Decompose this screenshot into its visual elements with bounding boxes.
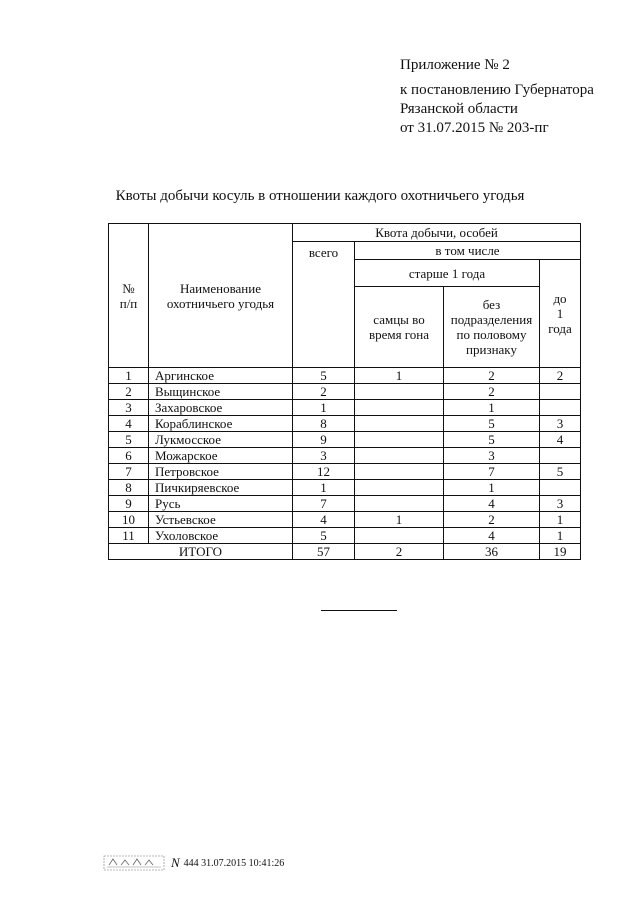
cell-males — [355, 384, 444, 400]
cell-total: 5 — [293, 528, 355, 544]
cell-total: 2 — [293, 384, 355, 400]
appendix-decree: к постановлению Губернатора — [400, 82, 594, 98]
header-older: старше 1 года — [355, 260, 540, 287]
cell-under: 5 — [540, 464, 581, 480]
table-row — [109, 448, 581, 464]
table-row — [109, 528, 581, 544]
cell-total: 12 — [293, 464, 355, 480]
cell-nosex: 4 — [444, 528, 540, 544]
appendix-region: Рязанской области — [400, 101, 518, 117]
cell-num: 5 — [109, 432, 149, 448]
cell-males: 1 — [355, 368, 444, 384]
cell-total: 4 — [293, 512, 355, 528]
registry-stamp-icon — [103, 855, 165, 871]
document-title: Квоты добычи косуль в отношении каждого охотничьего угодья — [115, 188, 525, 204]
table-row — [109, 512, 581, 528]
cell-num: 4 — [109, 416, 149, 432]
cell-males — [355, 496, 444, 512]
footer-mark: N — [171, 855, 180, 870]
cell-under — [540, 480, 581, 496]
total-nosex: 36 — [444, 544, 540, 560]
appendix-date: от 31.07.2015 № 203-пг — [400, 120, 549, 136]
cell-nosex: 1 — [444, 400, 540, 416]
cell-num: 7 — [109, 464, 149, 480]
cell-males — [355, 464, 444, 480]
table-row — [109, 464, 581, 480]
cell-name: Пичкиряевское — [149, 480, 293, 496]
total-label: ИТОГО — [109, 544, 293, 560]
cell-num: 3 — [109, 400, 149, 416]
cell-num: 1 — [109, 368, 149, 384]
cell-nosex: 1 — [444, 480, 540, 496]
table-row — [109, 384, 581, 400]
cell-num: 11 — [109, 528, 149, 544]
cell-under: 3 — [540, 416, 581, 432]
header-nosex: без подразделения по половому признаку — [444, 287, 540, 368]
header-males: самцы во время гона — [355, 287, 444, 368]
cell-name: Аргинское — [149, 368, 293, 384]
cell-under — [540, 400, 581, 416]
footer-stamp — [103, 855, 284, 871]
cell-total: 7 — [293, 496, 355, 512]
total-under: 19 — [540, 544, 581, 560]
total-males: 2 — [355, 544, 444, 560]
cell-num: 8 — [109, 480, 149, 496]
cell-name: Можарское — [149, 448, 293, 464]
cell-name: Русь — [149, 496, 293, 512]
cell-name: Ухоловское — [149, 528, 293, 544]
table-body — [109, 368, 581, 544]
cell-males — [355, 416, 444, 432]
cell-nosex: 4 — [444, 496, 540, 512]
cell-nosex: 5 — [444, 416, 540, 432]
cell-total: 1 — [293, 480, 355, 496]
cell-name: Лукмосское — [149, 432, 293, 448]
cell-males: 1 — [355, 512, 444, 528]
end-divider — [321, 610, 397, 611]
header-total: всего — [293, 242, 355, 368]
cell-total: 1 — [293, 400, 355, 416]
cell-name: Захаровское — [149, 400, 293, 416]
cell-num: 2 — [109, 384, 149, 400]
cell-total: 9 — [293, 432, 355, 448]
appendix-number: Приложение № 2 — [400, 57, 510, 73]
cell-name: Петровское — [149, 464, 293, 480]
table-row — [109, 496, 581, 512]
cell-under — [540, 448, 581, 464]
cell-nosex: 2 — [444, 368, 540, 384]
cell-total: 5 — [293, 368, 355, 384]
cell-under — [540, 384, 581, 400]
cell-total: 3 — [293, 448, 355, 464]
cell-name: Выщинское — [149, 384, 293, 400]
cell-name: Устьевское — [149, 512, 293, 528]
cell-under: 3 — [540, 496, 581, 512]
table-row — [109, 368, 581, 384]
header-num: № п/п — [109, 224, 149, 368]
total-total: 57 — [293, 544, 355, 560]
cell-males — [355, 448, 444, 464]
table-row — [109, 480, 581, 496]
appendix-block — [400, 56, 594, 138]
table-row — [109, 432, 581, 448]
cell-under: 2 — [540, 368, 581, 384]
table-header — [109, 224, 581, 368]
cell-under: 4 — [540, 432, 581, 448]
cell-total: 8 — [293, 416, 355, 432]
header-including: в том числе — [355, 242, 581, 260]
cell-males — [355, 432, 444, 448]
table-row — [109, 416, 581, 432]
cell-name: Кораблинское — [149, 416, 293, 432]
cell-males — [355, 480, 444, 496]
table-row — [109, 400, 581, 416]
cell-nosex: 7 — [444, 464, 540, 480]
cell-under: 1 — [540, 512, 581, 528]
cell-males — [355, 400, 444, 416]
table-footer — [109, 544, 581, 560]
cell-nosex: 5 — [444, 432, 540, 448]
cell-num: 6 — [109, 448, 149, 464]
header-under: до 1 года — [540, 260, 581, 368]
cell-nosex: 3 — [444, 448, 540, 464]
cell-num: 9 — [109, 496, 149, 512]
footer-text: 444 31.07.2015 10:41:26 — [183, 857, 285, 869]
cell-under: 1 — [540, 528, 581, 544]
cell-nosex: 2 — [444, 512, 540, 528]
cell-num: 10 — [109, 512, 149, 528]
total-row — [109, 544, 581, 560]
quota-table — [108, 223, 581, 560]
cell-nosex: 2 — [444, 384, 540, 400]
header-quota: Квота добычи, особей — [293, 224, 581, 242]
cell-males — [355, 528, 444, 544]
header-name: Наименование охотничьего угодья — [149, 224, 293, 368]
